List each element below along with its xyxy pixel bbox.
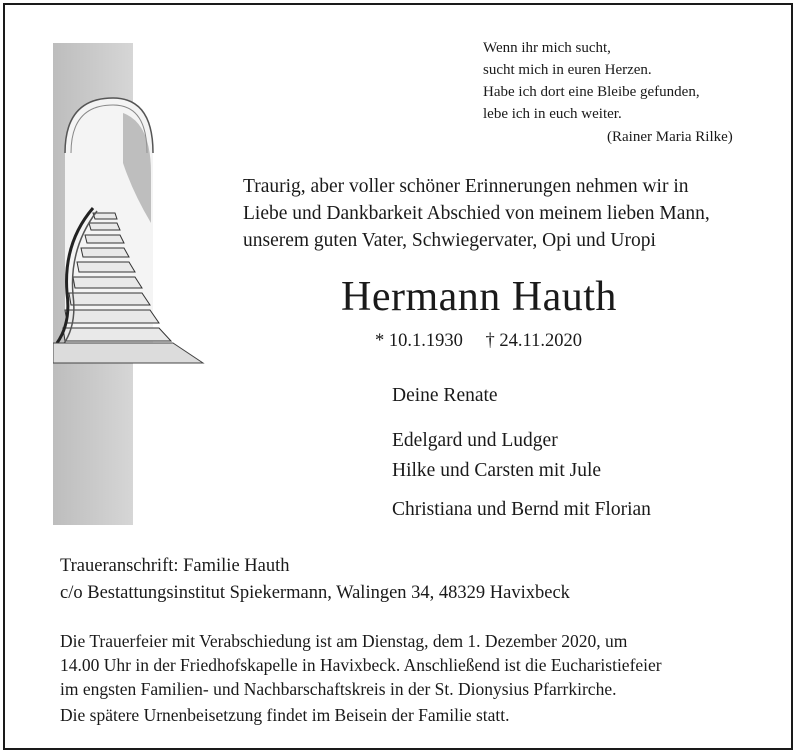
- family-member: Hilke und Carsten mit Jule: [392, 460, 602, 481]
- family-member: Edelgard und Ludger: [392, 430, 558, 451]
- life-dates: [375, 331, 600, 352]
- staircase-illustration: [53, 43, 213, 525]
- intro-text: [243, 173, 710, 254]
- family-member: Christiana und Bernd mit Florian: [392, 499, 651, 520]
- staircase-drawing: [53, 43, 213, 525]
- poem-line: sucht mich in euren Herzen.: [483, 62, 652, 78]
- poem-line: Wenn ihr mich sucht,: [483, 40, 611, 56]
- intro-line: unserem guten Vater, Schwiegervater, Opi und Uropi: [243, 230, 656, 251]
- mourning-address: c/o Bestattungsinstitut Spiekermann, Walingen 34, 48329 Havixbeck: [60, 583, 570, 603]
- obituary-notice: [3, 3, 793, 750]
- poem-line: lebe ich in euch weiter.: [483, 106, 622, 122]
- birth-date: * 10.1.1930: [375, 331, 463, 351]
- deceased-name: Hermann Hauth: [341, 274, 617, 320]
- poem-author: (Rainer Maria Rilke): [607, 129, 733, 145]
- intro-line: Traurig, aber voller schöner Erinnerungen nehmen wir in: [243, 176, 689, 197]
- service-line: im engsten Familien- und Nachbarschaftskreis in der St. Dionysius Pfarrkirche.: [60, 679, 617, 699]
- service-details: [60, 629, 760, 701]
- burial-note: Die spätere Urnenbeisetzung findet im Beisein der Familie statt.: [60, 705, 510, 725]
- mourning-address-label: Traueranschrift: Familie Hauth: [60, 556, 290, 576]
- poem: [483, 37, 700, 125]
- family-member: Deine Renate: [392, 385, 498, 406]
- service-line: Die Trauerfeier mit Verabschiedung ist am Dienstag, dem 1. Dezember 2020, um: [60, 631, 628, 651]
- intro-line: Liebe und Dankbarkeit Abschied von meinem lieben Mann,: [243, 203, 710, 224]
- service-line: 14.00 Uhr in der Friedhofskapelle in Havixbeck. Anschließend ist die Eucharistiefeier: [60, 655, 662, 675]
- poem-line: Habe ich dort eine Bleibe gefunden,: [483, 84, 700, 100]
- death-date: † 24.11.2020: [485, 331, 582, 351]
